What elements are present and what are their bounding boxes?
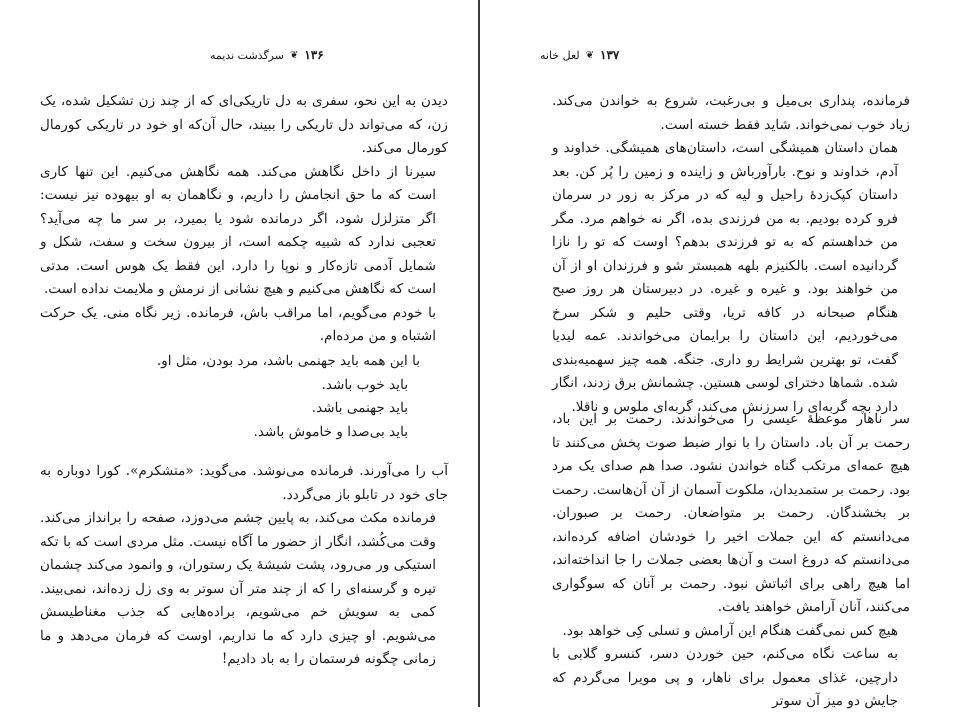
paragraph: به ساعت نگاه می‌کنم، حین خوردن دسر، کنسرو گلابی با دارچین، غذای معمول برای ناهار، و پی مویرا می‌گردم که جایش دو میز آن سوتر [552, 646, 898, 709]
verse-line: باید بی‌صدا و خاموش باشد. [253, 423, 408, 440]
left-text-block-2 [40, 460, 448, 672]
right-text-block-1 [552, 90, 910, 419]
paragraph: با خودم می‌گویم، اما مراقب باش، فرمانده. زیر نگاه منی. یک حرکت اشتباه و من مرده‌ام. [40, 304, 436, 344]
paragraph: فرمانده، پنداری بی‌میل و بی‌رغبت، شروع به خواندن می‌کند. زیاد خوب نمی‌خواند. شاید فقط خسته است. [552, 93, 910, 133]
left-verse [60, 350, 420, 444]
paragraph: سیرنا از داخل نگاهش می‌کند. همه نگاهش می‌کنیم. این تنها کاری است که ما حق انجامش را داریم، و نگاهمان به او بیهوده نیز نیست: اگر متزلزل شود، اگر درمانده شود یا بمیرد، بر سر ما چه می‌آید؟ تعجبی ندارد که شبیه چکمه است، از بیرون سخت و سفت، شکل و شمایل آدمی تازه‌کار و نوپا را دارد. این فقط یک هوس است. مدتی است که نگاهش می‌کنیم و هیچ نشانی از نرمش و ملایمت نداده است. [40, 163, 436, 297]
ornament-icon: ❦ [585, 49, 594, 61]
right-page-header [540, 48, 619, 62]
page-number: ۱۳۷ [600, 48, 620, 62]
paragraph: همان داستان همیشگی است، داستان‌های همیشگی. خداوند و آدم، خداوند و نوح. بارآورباش و زاینده و زمین را پُر کن. بعد داستان کپک‌زدهٔ راحیل و لیه که در مرکز به زور در سرمان فرو کرده بودیم. به من فرزندی بده، اگر نه خواهم مرد. مگر من خداهستم که به تو فرزندی بدهم؟ اوست که تو را نازا گردانیده است. بالکنیزم بلهه همبستر شو و فرزندان او از آن من خواهند بود. و غیره و غیره. در دبیرستان هر روز صبح هنگام صبحانه در کافه تریا، وقتی حلیم و شکر سرخ می‌خوردیم، این داستان را برایمان می‌خواندند. عمه لیدیا گفت، تو بهترین شرایط رو داری. جنگه. همه چیز سهمیه‌بندی شده. شماها دخترای لوسی هستین. چشمانش برق زدند، انگار دارد بچه گربه‌ای را سرزنش می‌کند، گربه‌ای ملوس و ناقلا. [552, 140, 898, 415]
ornament-icon: ❦ [289, 49, 299, 61]
verse-line: باید خوب باشد. [321, 376, 408, 393]
paragraph: فرمانده مکث می‌کند، به پایین چشم می‌دوزد، صفحه را برانداز می‌کند. وقت می‌کُشد، انگار از حضور ما آگاه نیست. مثل مردی است که با تکه استیکی ور می‌رود، پشت شیشهٔ یک رستوران، و وانمود می‌کند چشمان تیره و گرسنه‌ای را که از چند متر آن سوتر به وی زل زده‌اند، نمی‌بیند. کمی به سویش خم می‌شویم، براده‌هایی که جذب مغناطیسش می‌شویم. او چیزی دارد که ما نداریم، اوست که فرمان می‌دهد و ما زمانی چگونه فرستمان را به باد دادیم! [40, 510, 436, 667]
left-text-block-1 [40, 90, 448, 349]
paragraph: هیچ کس نمی‌گفت هنگام این آرامش و تسلی کِی خواهد بود. [562, 622, 898, 639]
paragraph: آب را می‌آورند. فرمانده می‌نوشد. می‌گوید: «متشکرم». کورا دوباره به جای خود در تابلو باز می‌گردد. [40, 463, 448, 503]
left-page-header [210, 48, 324, 62]
running-title: لعل خانه [540, 48, 580, 62]
paragraph: دیدن به این نحو، سفری به دل تاریکی‌ای که از چند زن تشکیل شده، یک زن، که می‌تواند دل تاریکی را ببیند، حال آن‌که او خود در تاریکی کورمال کورمال می‌کند. [40, 93, 448, 156]
right-text-block-2 [552, 408, 910, 714]
paragraph: سر ناهار موعظهٔ عیسی را می‌خواندند. رحمت بر این باد، رحمت بر آن باد. داستان را با نوار ضبط صوت پخش می‌کنند تا هیچ عمه‌ای مرتکب گناه خواندن نشود. صدا هم صدای یک مرد بود. رحمت بر ستمدیدان، ملکوت آسمان از آن آن‌هاست. رحمت بر بخشندگان. رحمت بر متواضعان. رحمت بر صبوران. می‌دانستم که این جملات اخیر را خودشان اضافه کرده‌اند، می‌دانستم که دروغ است و آن‌ها بعضی جملات را جا انداخته‌اند، اما هیچ راهی برای اثباتش نبود. رحمت بر آنان که سوگواری می‌کنند، آنان آرامش خواهند یافت. [552, 411, 910, 615]
left-page [0, 0, 478, 707]
page-number: ۱۳۶ [304, 48, 324, 62]
verse-line: باید جهنمی باشد. [311, 400, 408, 416]
verse-line: با این همه باید جهنمی باشد، مرد بودن، مثل او. [156, 353, 420, 369]
running-title: سرگذشت ندیمه [210, 48, 284, 62]
right-page [480, 0, 954, 707]
